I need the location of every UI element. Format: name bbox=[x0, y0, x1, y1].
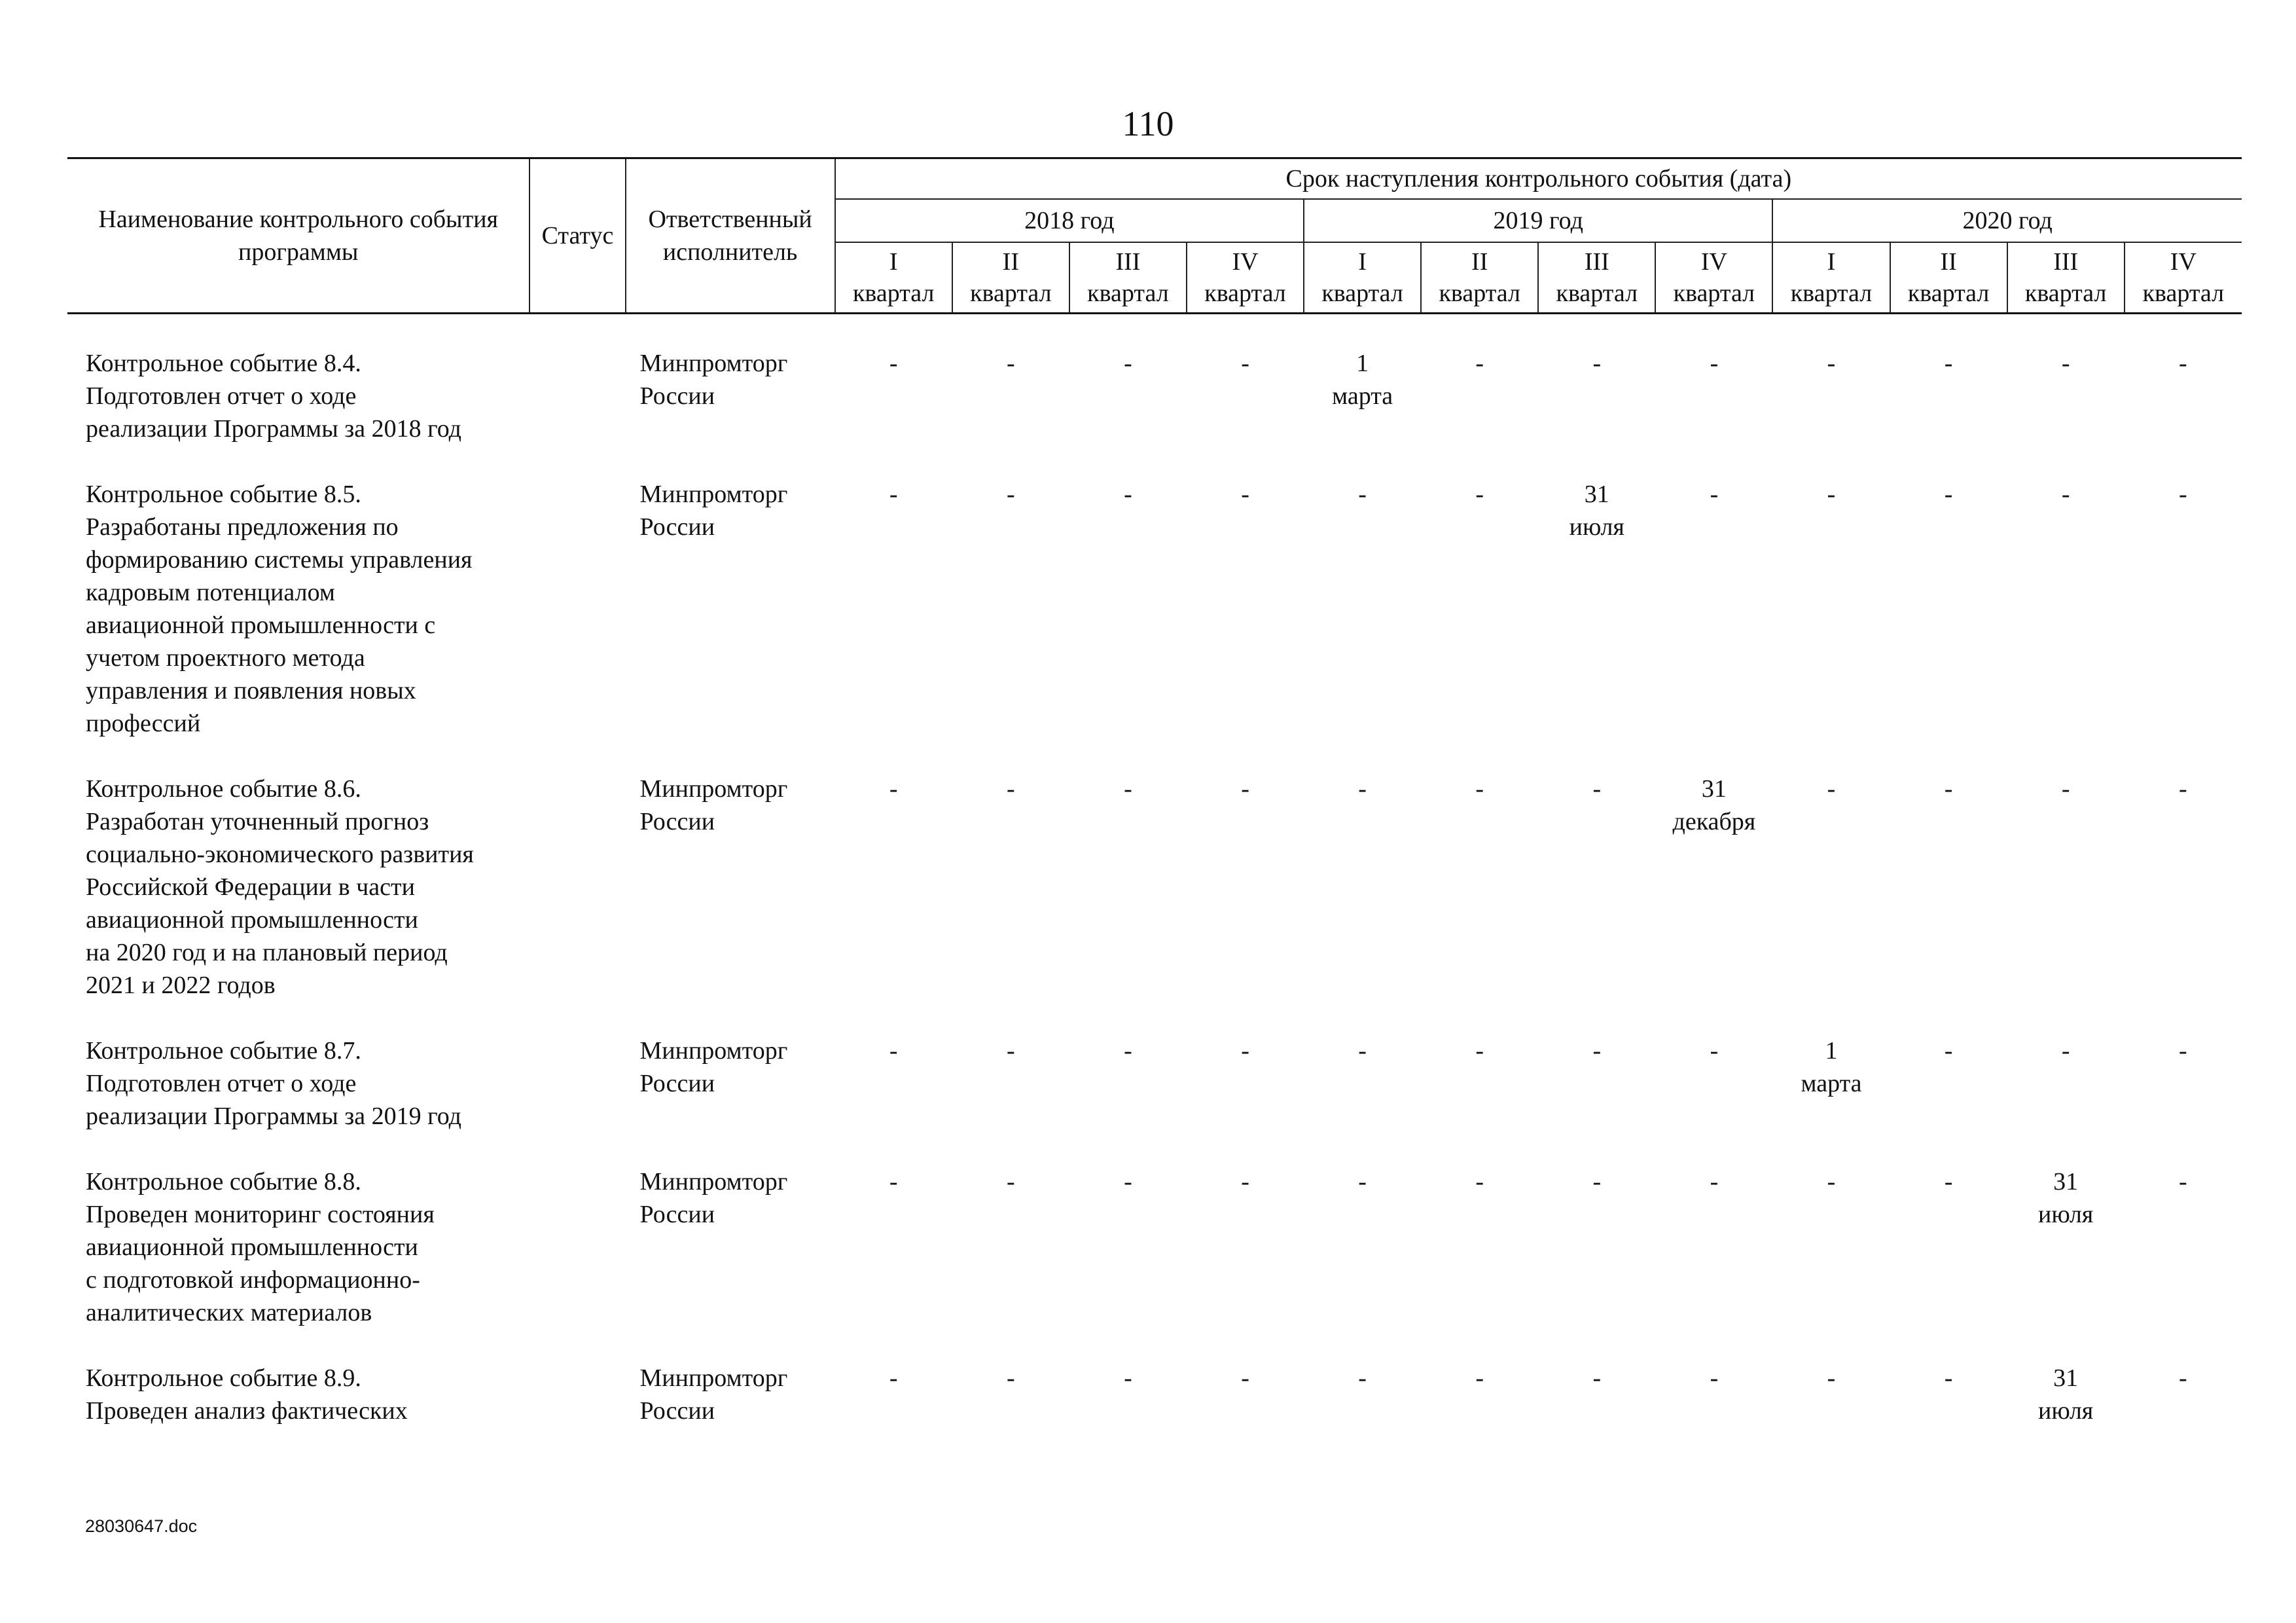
deadline-value: - bbox=[1241, 1037, 1249, 1065]
quarter-label: квартал bbox=[852, 280, 935, 307]
page-number: 110 bbox=[1122, 104, 1174, 143]
quarter-deadline-cell bbox=[1187, 347, 1304, 445]
status-cell bbox=[529, 347, 625, 445]
quarter-deadline-cell bbox=[1538, 1034, 1655, 1133]
table-row bbox=[67, 1034, 2242, 1133]
executor-name: Минпромторг России bbox=[639, 1168, 788, 1228]
quarter-deadline-cell bbox=[835, 1362, 952, 1427]
header-quarter bbox=[1421, 242, 1538, 314]
quarter-deadline-cell bbox=[1421, 1034, 1538, 1133]
quarter-number: II bbox=[1940, 248, 1957, 276]
event-title: Контрольное событие 8.6. bbox=[86, 775, 361, 803]
quarter-number: II bbox=[1002, 248, 1019, 276]
executor-cell bbox=[626, 1362, 835, 1427]
quarter-number: IV bbox=[2170, 248, 2197, 276]
deadline-value: - bbox=[1710, 1168, 1719, 1195]
event-description: Проведен мониторинг состояния авиационной промышленности с подготовкой информационно- аналитических материалов bbox=[86, 1201, 435, 1326]
quarter-label: квартал bbox=[1439, 280, 1520, 307]
deadline-value: - bbox=[1241, 775, 1249, 803]
quarter-label: квартал bbox=[1907, 280, 1990, 307]
deadline-value: - bbox=[1358, 775, 1367, 803]
row-spacer bbox=[67, 314, 2242, 348]
deadline-value: - bbox=[1944, 481, 1953, 508]
event-title: Контрольное событие 8.9. bbox=[86, 1364, 361, 1392]
quarter-deadline-cell bbox=[1421, 773, 1538, 1002]
deadline-value: - bbox=[1592, 1364, 1602, 1392]
quarter-deadline-cell bbox=[2125, 478, 2242, 740]
deadline-value: - bbox=[889, 1168, 898, 1195]
quarter-deadline-cell bbox=[952, 1362, 1069, 1427]
quarter-deadline-cell bbox=[835, 773, 952, 1002]
quarter-deadline-cell bbox=[1772, 478, 1890, 740]
event-title: Контрольное событие 8.4. bbox=[86, 350, 361, 377]
status-cell bbox=[529, 478, 625, 740]
deadline-value: - bbox=[1241, 1168, 1249, 1195]
quarter-number: III bbox=[1584, 248, 1609, 276]
footer-document-id: 28030647.doc bbox=[85, 1516, 198, 1536]
quarter-deadline-cell bbox=[1069, 1165, 1187, 1329]
quarter-deadline-cell bbox=[1655, 1165, 1772, 1329]
quarter-deadline-cell bbox=[952, 347, 1069, 445]
header-quarter bbox=[1538, 242, 1655, 314]
control-events-table bbox=[67, 157, 2242, 1427]
quarter-deadline-cell bbox=[1538, 1362, 1655, 1427]
deadline-value: - bbox=[1007, 775, 1015, 803]
deadline-value: - bbox=[2179, 481, 2187, 508]
deadline-value: - bbox=[1241, 481, 1249, 508]
header-quarter bbox=[835, 242, 952, 314]
deadline-value: - bbox=[1358, 1364, 1367, 1392]
event-description: Разработан уточненный прогноз социально-экономического развития Российской Федерации в части авиационной промышленности на 2020 год и на плановый период 2021 и 2022 годов bbox=[86, 808, 474, 999]
deadline-value: - bbox=[2061, 350, 2070, 377]
quarter-label: квартал bbox=[2024, 280, 2107, 307]
deadline-value: - bbox=[1358, 1168, 1367, 1195]
event-cell bbox=[67, 347, 529, 445]
deadline-value: 1 марта bbox=[1332, 350, 1393, 410]
deadline-value: - bbox=[1358, 1037, 1367, 1065]
quarter-number: IV bbox=[1232, 248, 1259, 276]
event-description: Подготовлен отчет о ходе реализации Программы за 2019 год bbox=[86, 1070, 461, 1130]
executor-name: Минпромторг России bbox=[639, 775, 788, 835]
header-deadline: Срок наступления контрольного события (дата) bbox=[835, 158, 2242, 200]
deadline-value: - bbox=[1710, 350, 1719, 377]
quarter-deadline-cell bbox=[835, 1165, 952, 1329]
event-description: Подготовлен отчет о ходе реализации Программы за 2018 год bbox=[86, 382, 461, 443]
quarter-deadline-cell bbox=[1890, 1362, 2007, 1427]
quarter-label: квартал bbox=[1204, 280, 1286, 307]
event-description: Проведен анализ фактических bbox=[86, 1397, 408, 1425]
deadline-value: - bbox=[1944, 1168, 1953, 1195]
header-year-2019: 2019 год bbox=[1304, 199, 1772, 242]
deadline-value: - bbox=[889, 350, 898, 377]
deadline-value: 31 июля bbox=[1569, 481, 1624, 541]
quarter-deadline-cell bbox=[1655, 347, 1772, 445]
deadline-value: - bbox=[1475, 481, 1484, 508]
header-quarter bbox=[1890, 242, 2007, 314]
quarter-deadline-cell bbox=[1187, 1165, 1304, 1329]
quarter-deadline-cell bbox=[1890, 1034, 2007, 1133]
deadline-value: - bbox=[2179, 1168, 2187, 1195]
quarter-deadline-cell bbox=[2007, 1362, 2125, 1427]
executor-name: Минпромторг России bbox=[639, 1364, 788, 1425]
deadline-value: - bbox=[1592, 1037, 1602, 1065]
row-spacer bbox=[67, 740, 2242, 773]
quarter-deadline-cell bbox=[1772, 1165, 1890, 1329]
deadline-value: - bbox=[1944, 1364, 1953, 1392]
quarter-deadline-cell bbox=[1890, 347, 2007, 445]
deadline-value: - bbox=[1124, 1168, 1132, 1195]
header-event-name: Наименование контрольного события программы bbox=[67, 158, 529, 314]
quarter-deadline-cell bbox=[952, 1034, 1069, 1133]
deadline-value: - bbox=[889, 775, 898, 803]
status-cell bbox=[529, 1362, 625, 1427]
quarter-deadline-cell bbox=[1304, 1165, 1421, 1329]
quarter-label: квартал bbox=[1790, 280, 1873, 307]
quarter-deadline-cell bbox=[1538, 347, 1655, 445]
header-quarter bbox=[2125, 242, 2242, 314]
deadline-value: - bbox=[1241, 350, 1249, 377]
quarter-deadline-cell bbox=[1187, 773, 1304, 1002]
quarter-deadline-cell bbox=[1538, 1165, 1655, 1329]
quarter-deadline-cell bbox=[2125, 1034, 2242, 1133]
quarter-deadline-cell bbox=[1655, 1034, 1772, 1133]
status-cell bbox=[529, 1034, 625, 1133]
event-title: Контрольное событие 8.8. bbox=[86, 1168, 361, 1195]
quarter-deadline-cell bbox=[1772, 1362, 1890, 1427]
quarter-deadline-cell bbox=[2007, 347, 2125, 445]
quarter-number: III bbox=[1115, 248, 1141, 276]
quarter-deadline-cell bbox=[1187, 478, 1304, 740]
quarter-deadline-cell bbox=[1538, 773, 1655, 1002]
deadline-value: - bbox=[1592, 775, 1602, 803]
header-quarter bbox=[952, 242, 1069, 314]
deadline-value: - bbox=[1827, 350, 1836, 377]
executor-name: Минпромторг России bbox=[639, 481, 788, 541]
quarter-deadline-cell bbox=[1069, 1362, 1187, 1427]
deadline-value: - bbox=[1944, 1037, 1953, 1065]
quarter-number: I bbox=[889, 248, 898, 276]
deadline-value: - bbox=[1475, 350, 1484, 377]
deadline-value: - bbox=[1007, 481, 1015, 508]
quarter-deadline-cell bbox=[1187, 1034, 1304, 1133]
quarter-deadline-cell bbox=[2125, 773, 2242, 1002]
quarter-deadline-cell bbox=[1304, 1034, 1421, 1133]
table-header bbox=[67, 158, 2242, 314]
quarter-deadline-cell bbox=[1890, 478, 2007, 740]
deadline-value: 1 марта bbox=[1801, 1037, 1862, 1097]
status-cell bbox=[529, 773, 625, 1002]
deadline-value: - bbox=[889, 1364, 898, 1392]
quarter-deadline-cell bbox=[1304, 478, 1421, 740]
deadline-value: - bbox=[1944, 775, 1953, 803]
quarter-deadline-cell bbox=[1304, 773, 1421, 1002]
quarter-deadline-cell bbox=[1772, 347, 1890, 445]
deadline-value: - bbox=[1475, 1168, 1484, 1195]
quarter-label: квартал bbox=[1321, 280, 1403, 307]
quarter-deadline-cell bbox=[2007, 1165, 2125, 1329]
deadline-value: - bbox=[1124, 1364, 1132, 1392]
quarter-number: I bbox=[1358, 248, 1367, 276]
quarter-deadline-cell bbox=[1890, 773, 2007, 1002]
quarter-label: квартал bbox=[1673, 280, 1755, 307]
deadline-value: - bbox=[1124, 350, 1132, 377]
deadline-value: - bbox=[1592, 350, 1602, 377]
deadline-value: - bbox=[1475, 775, 1484, 803]
deadline-value: 31 декабря bbox=[1672, 775, 1756, 835]
deadline-value: - bbox=[1241, 1364, 1249, 1392]
row-spacer bbox=[67, 445, 2242, 478]
quarter-deadline-cell bbox=[2007, 478, 2125, 740]
deadline-value: - bbox=[1475, 1037, 1484, 1065]
quarter-deadline-cell bbox=[1890, 1165, 2007, 1329]
table-row bbox=[67, 478, 2242, 740]
event-cell bbox=[67, 478, 529, 740]
quarter-deadline-cell bbox=[1421, 478, 1538, 740]
deadline-value: - bbox=[1124, 1037, 1132, 1065]
deadline-value: - bbox=[2061, 1037, 2070, 1065]
table-row bbox=[67, 1362, 2242, 1427]
quarter-deadline-cell bbox=[1304, 1362, 1421, 1427]
executor-name: Минпромторг России bbox=[639, 350, 788, 410]
header-quarter bbox=[1069, 242, 1187, 314]
executor-cell bbox=[626, 1034, 835, 1133]
deadline-value: - bbox=[1007, 1364, 1015, 1392]
quarter-deadline-cell bbox=[1655, 478, 1772, 740]
quarter-deadline-cell bbox=[2007, 773, 2125, 1002]
quarter-deadline-cell bbox=[952, 1165, 1069, 1329]
quarter-label: квартал bbox=[1556, 280, 1638, 307]
event-cell bbox=[67, 1362, 529, 1427]
event-cell bbox=[67, 1165, 529, 1329]
status-cell bbox=[529, 1165, 625, 1329]
header-status: Статус bbox=[529, 158, 625, 314]
row-spacer bbox=[67, 1133, 2242, 1165]
executor-name: Минпромторг России bbox=[639, 1037, 788, 1097]
row-spacer bbox=[67, 1329, 2242, 1362]
quarter-deadline-cell bbox=[1187, 1362, 1304, 1427]
quarter-number: IV bbox=[1700, 248, 1727, 276]
quarter-label: квартал bbox=[2142, 280, 2225, 307]
deadline-value: - bbox=[1710, 481, 1719, 508]
quarter-deadline-cell bbox=[1655, 773, 1772, 1002]
quarter-deadline-cell bbox=[1069, 1034, 1187, 1133]
event-cell bbox=[67, 1034, 529, 1133]
deadline-value: - bbox=[2179, 350, 2187, 377]
quarter-deadline-cell bbox=[835, 1034, 952, 1133]
quarter-deadline-cell bbox=[952, 478, 1069, 740]
executor-cell bbox=[626, 773, 835, 1002]
event-cell bbox=[67, 773, 529, 1002]
deadline-value: - bbox=[1827, 1364, 1836, 1392]
event-description: Разработаны предложения по формированию системы управления кадровым потенциалом авиационной промышленности с учетом проектного метода управления и появления новых профессий bbox=[86, 513, 473, 737]
deadline-value: - bbox=[1827, 481, 1836, 508]
row-spacer bbox=[67, 1002, 2242, 1034]
deadline-value: 31 июля bbox=[2038, 1168, 2094, 1228]
header-year-2018: 2018 год bbox=[835, 199, 1304, 242]
quarter-deadline-cell bbox=[2125, 1362, 2242, 1427]
deadline-value: - bbox=[1007, 1168, 1015, 1195]
deadline-value: - bbox=[1475, 1364, 1484, 1392]
deadline-value: - bbox=[1007, 350, 1015, 377]
quarter-deadline-cell bbox=[2007, 1034, 2125, 1133]
header-quarter bbox=[2007, 242, 2125, 314]
quarter-deadline-cell bbox=[1421, 347, 1538, 445]
quarter-label: квартал bbox=[970, 280, 1052, 307]
quarter-deadline-cell bbox=[2125, 347, 2242, 445]
deadline-value: - bbox=[1827, 1168, 1836, 1195]
deadline-value: - bbox=[1944, 350, 1953, 377]
quarter-deadline-cell bbox=[1421, 1165, 1538, 1329]
quarter-deadline-cell bbox=[1069, 347, 1187, 445]
table-row bbox=[67, 773, 2242, 1002]
quarter-deadline-cell bbox=[1421, 1362, 1538, 1427]
quarter-deadline-cell bbox=[1772, 773, 1890, 1002]
quarter-label: квартал bbox=[1087, 280, 1169, 307]
header-year-2020: 2020 год bbox=[1772, 199, 2242, 242]
deadline-value: - bbox=[1710, 1037, 1719, 1065]
executor-cell bbox=[626, 347, 835, 445]
executor-cell bbox=[626, 478, 835, 740]
deadline-value: - bbox=[2179, 1037, 2187, 1065]
quarter-deadline-cell bbox=[1538, 478, 1655, 740]
table-row bbox=[67, 347, 2242, 445]
deadline-value: - bbox=[889, 481, 898, 508]
table-row bbox=[67, 1165, 2242, 1329]
quarter-number: III bbox=[2053, 248, 2079, 276]
quarter-deadline-cell bbox=[1069, 478, 1187, 740]
quarter-number: I bbox=[1827, 248, 1836, 276]
quarter-deadline-cell bbox=[835, 478, 952, 740]
deadline-value: - bbox=[1592, 1168, 1602, 1195]
deadline-value: - bbox=[1124, 775, 1132, 803]
header-quarter bbox=[1772, 242, 1890, 314]
header-quarter bbox=[1304, 242, 1421, 314]
quarter-deadline-cell bbox=[1304, 347, 1421, 445]
table-body bbox=[67, 314, 2242, 1428]
quarter-deadline-cell bbox=[952, 773, 1069, 1002]
quarter-number: II bbox=[1471, 248, 1488, 276]
deadline-value: - bbox=[1710, 1364, 1719, 1392]
deadline-value: - bbox=[2179, 1364, 2187, 1392]
deadline-value: 31 июля bbox=[2038, 1364, 2094, 1425]
quarter-deadline-cell bbox=[1655, 1362, 1772, 1427]
deadline-value: - bbox=[1827, 775, 1836, 803]
quarter-deadline-cell bbox=[835, 347, 952, 445]
header-executor: Ответственный исполнитель bbox=[626, 158, 835, 314]
quarter-deadline-cell bbox=[2125, 1165, 2242, 1329]
deadline-value: - bbox=[1124, 481, 1132, 508]
quarter-deadline-cell bbox=[1069, 773, 1187, 1002]
deadline-value: - bbox=[2061, 775, 2070, 803]
event-title: Контрольное событие 8.5. bbox=[86, 481, 361, 508]
header-quarter bbox=[1187, 242, 1304, 314]
event-title: Контрольное событие 8.7. bbox=[86, 1037, 361, 1065]
quarter-deadline-cell bbox=[1772, 1034, 1890, 1133]
header-quarter bbox=[1655, 242, 1772, 314]
deadline-value: - bbox=[1358, 481, 1367, 508]
deadline-value: - bbox=[889, 1037, 898, 1065]
deadline-value: - bbox=[2179, 775, 2187, 803]
executor-cell bbox=[626, 1165, 835, 1329]
deadline-value: - bbox=[1007, 1037, 1015, 1065]
deadline-value: - bbox=[2061, 481, 2070, 508]
